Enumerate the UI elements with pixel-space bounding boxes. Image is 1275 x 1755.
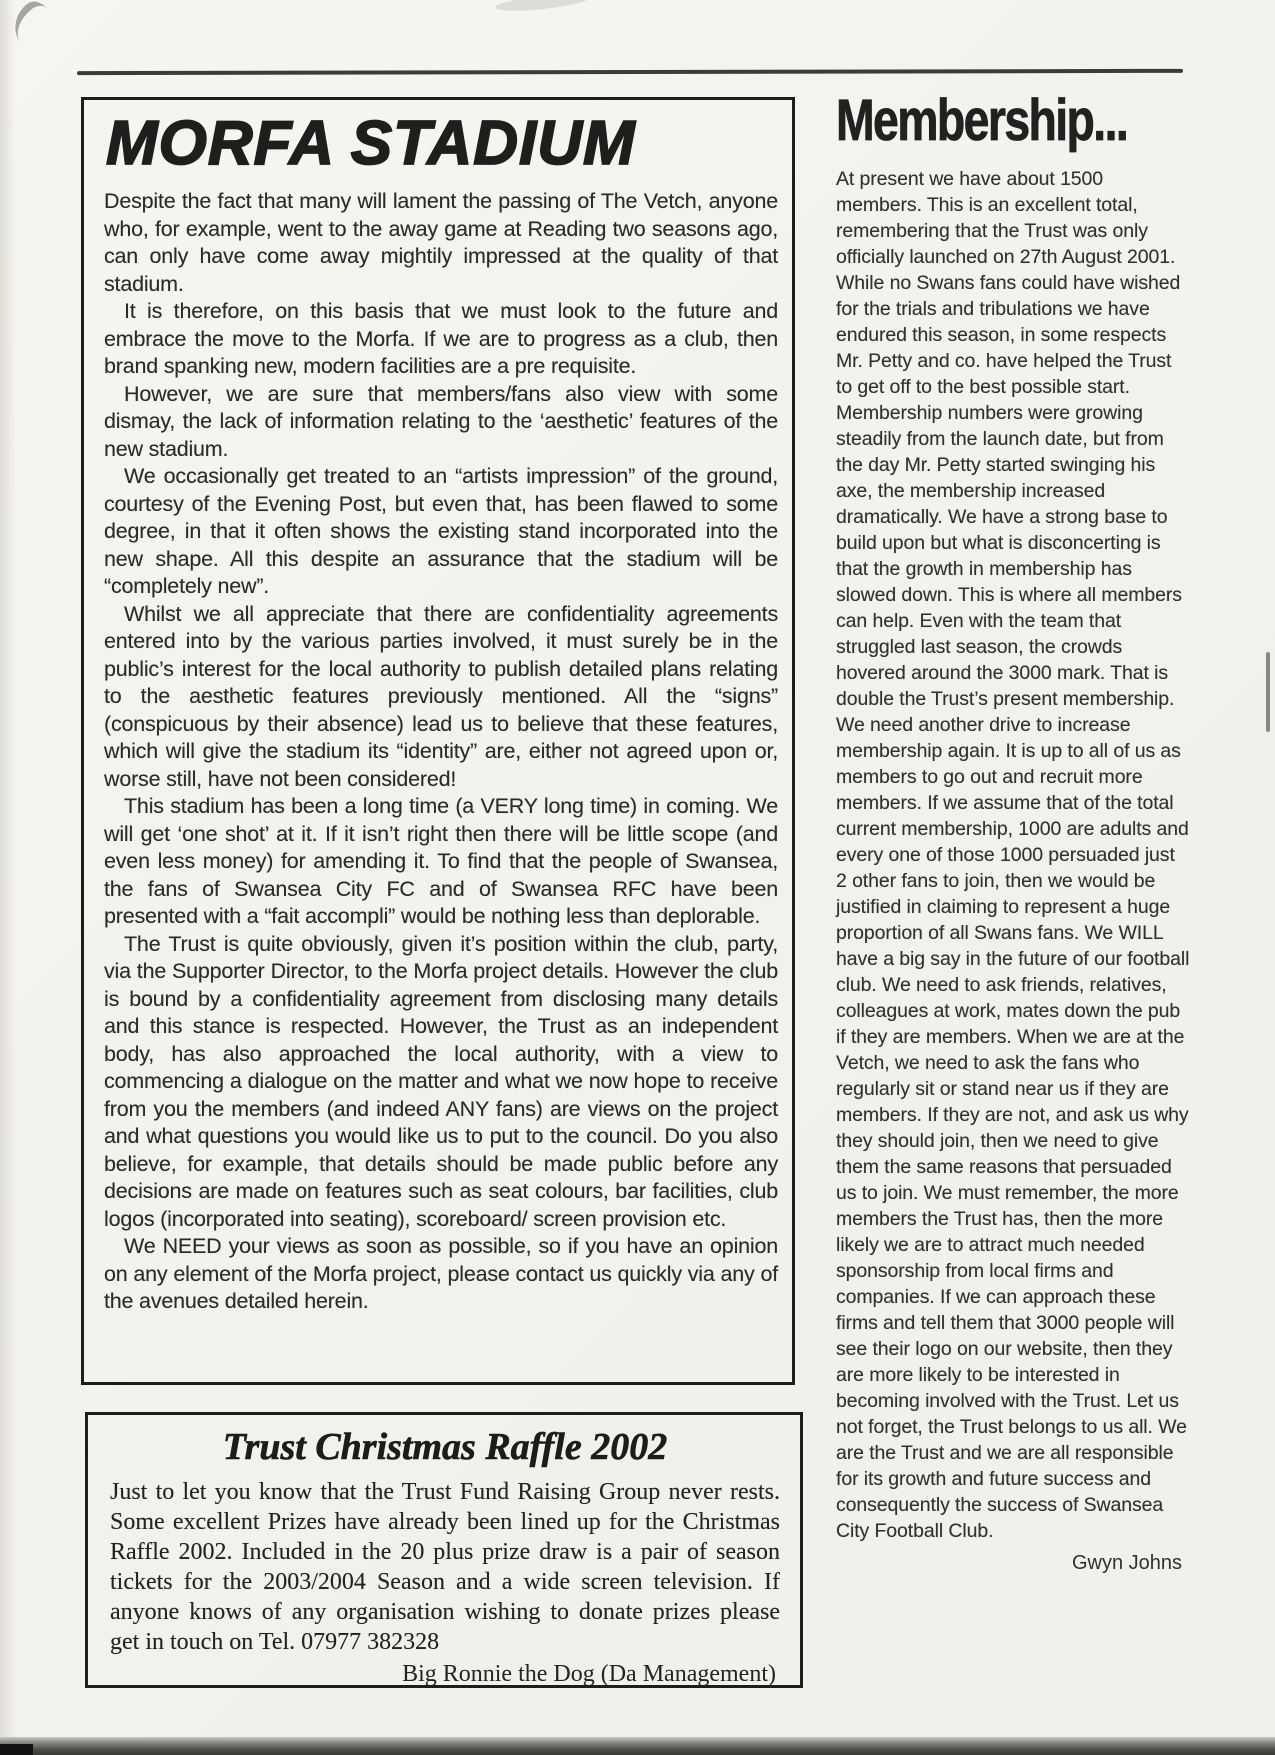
raffle-signature: Big Ronnie the Dog (Da Management) — [402, 1661, 776, 1687]
christmas-raffle-box — [85, 1412, 803, 1688]
article-paragraph: It is therefore, on this basis that we must look to the future and embrace the move to the Morfa. If we are to progress as a club, then brand spanking new, modern facilities are a pre requisite. — [104, 299, 778, 378]
membership-signature: Gwyn Johns — [1071, 1552, 1182, 1574]
article-body — [104, 188, 778, 1316]
scan-artifact-bottom-left-block — [0, 1744, 33, 1755]
article-title: MORFA STADIUM — [106, 109, 636, 178]
morfa-stadium-article-box — [81, 97, 795, 1385]
scan-artifact-right-edge-mark — [1266, 652, 1270, 732]
membership-body-text: At present we have about 1500 members. This is an excellent total, remembering that the Trust was only officially launched on 27th August 2001. While no Swans fans could have wished for the trials and tribulations we have endured this season, in some respects Mr. Petty and co. have helped the Trust to get off to the best possible start. Membership numbers were growing steadily from the launch date, but from the day Mr. Petty started swinging his axe, the membership increased dramatically. We have a strong base to build upon but what is disconcerting is that the growth in membership has slowed down. This is where all members can help. Even with the team that struggled last season, the crowds hovered around the 3000 mark. That is double the Trust’s present membership. We need another drive to increase membership again. It is up to all of us as members to go out and recruit more members. If we assume that of the total current membership, 1000 are adults and every one of those 1000 persuaded just 2 other fans to join, then we would be justified in claiming to represent a huge proportion of all Swans fans. We WILL have a big say in the future of our football club. We need to ask friends, relatives, colleagues at work, mates down the pub if they are members. When we are at the Vetch, we need to ask the fans who regularly sit or stand near us if they are members. If they are not, and ask us why they should join, then we need to give them the same reasons that persuaded us to join. We must remember, the more members the Trust has, then the more likely we are to attract much needed sponsorship from local firms and companies. If we can approach these firms and tell them that 3000 people will see their logo on our website, then they are more likely to be interested in becoming involved with the Trust. Let us not forget, the Trust belongs to us all. We are the Trust and we are all responsible for its growth and future success and consequently the success of Swansea City Football Club. — [836, 168, 1190, 1542]
top-divider-rule — [77, 69, 1183, 75]
article-paragraph: The Trust is quite obviously, given it’s position within the club, party, via the Supporter Director, to the Morfa project details. However the club is bound by a confidentiality agreement from disclosing many details and this stance is respected. However, the Trust as an independent body, has also approached the local authority, with a view to commencing a dialogue on the matter and what we now hope to receive from you the members (and indeed ANY fans) are views on the project and what questions you would like us to put to the council. Do you also believe, for example, that details should be made public before any decisions are made on features such as seat colours, bar facilities, club logos (incorporated into seating), scoreboard/ screen provision etc. — [104, 931, 778, 1231]
article-paragraph: We NEED your views as soon as possible, so if you have an opinion on any element of the Morfa project, please contact us quickly via any of the avenues detailed herein. — [104, 1234, 778, 1313]
scan-artifact-left-edge-shade — [0, 0, 16, 1755]
scan-artifact-top-smudge — [495, 0, 591, 14]
scan-artifact-bottom-scanner-band — [0, 1737, 1275, 1755]
membership-column — [836, 90, 1190, 1576]
article-paragraph: We occasionally get treated to an “artists impression” of the ground, courtesy of the Evening Post, but even that, has been flawed to some degree, in that it often shows the existing stand incorporated into the new shape. All this despite an assurance that the stadium will be “completely new”. — [104, 464, 778, 598]
article-paragraph: However, we are sure that members/fans also view with some dismay, the lack of information relating to the ‘aesthetic’ features of the new stadium. — [104, 381, 778, 461]
article-paragraph: Despite the fact that many will lament the passing of The Vetch, anyone who, for example, went to the away game at Reading two seasons ago, can only have come away mightily impressed at the quality of that stadium. — [104, 189, 778, 296]
raffle-body-text: Just to let you know that the Trust Fund Raising Group never rests. Some excellent Prizes have already been lined up for the Christmas Raffle 2002. Included in the 20 plus prize draw is a pair of season tickets for the 2003/2004 Season and a wide screen television. If anyone knows of any organisation wishing to donate prizes please get in touch on Tel. 07977 382328 — [110, 1479, 780, 1655]
article-paragraph: This stadium has been a long time (a VERY long time) in coming. We will get ‘one shot’ at it. If it isn’t right then there will be little scope (and even less money) for amending it. To find that the people of Swansea, the fans of Swansea City FC and of Swansea RFC have been presented with a “fait accompli” would be nothing less than deplorable. — [104, 794, 778, 928]
raffle-title: Trust Christmas Raffle 2002 — [222, 1426, 668, 1468]
article-paragraph: Whilst we all appreciate that there are confidentiality agreements entered into by the various parties involved, it must surely be in the public’s interest for the local authority to publish detailed plans relating to the aesthetic features previously mentioned. All the “signs” (conspicuous by their absence) lead us to believe that these features, which will give the stadium its “identity” are, either not agreed upon or, worse still, have not been considered! — [104, 601, 778, 791]
membership-title: Membership... — [836, 88, 1128, 153]
